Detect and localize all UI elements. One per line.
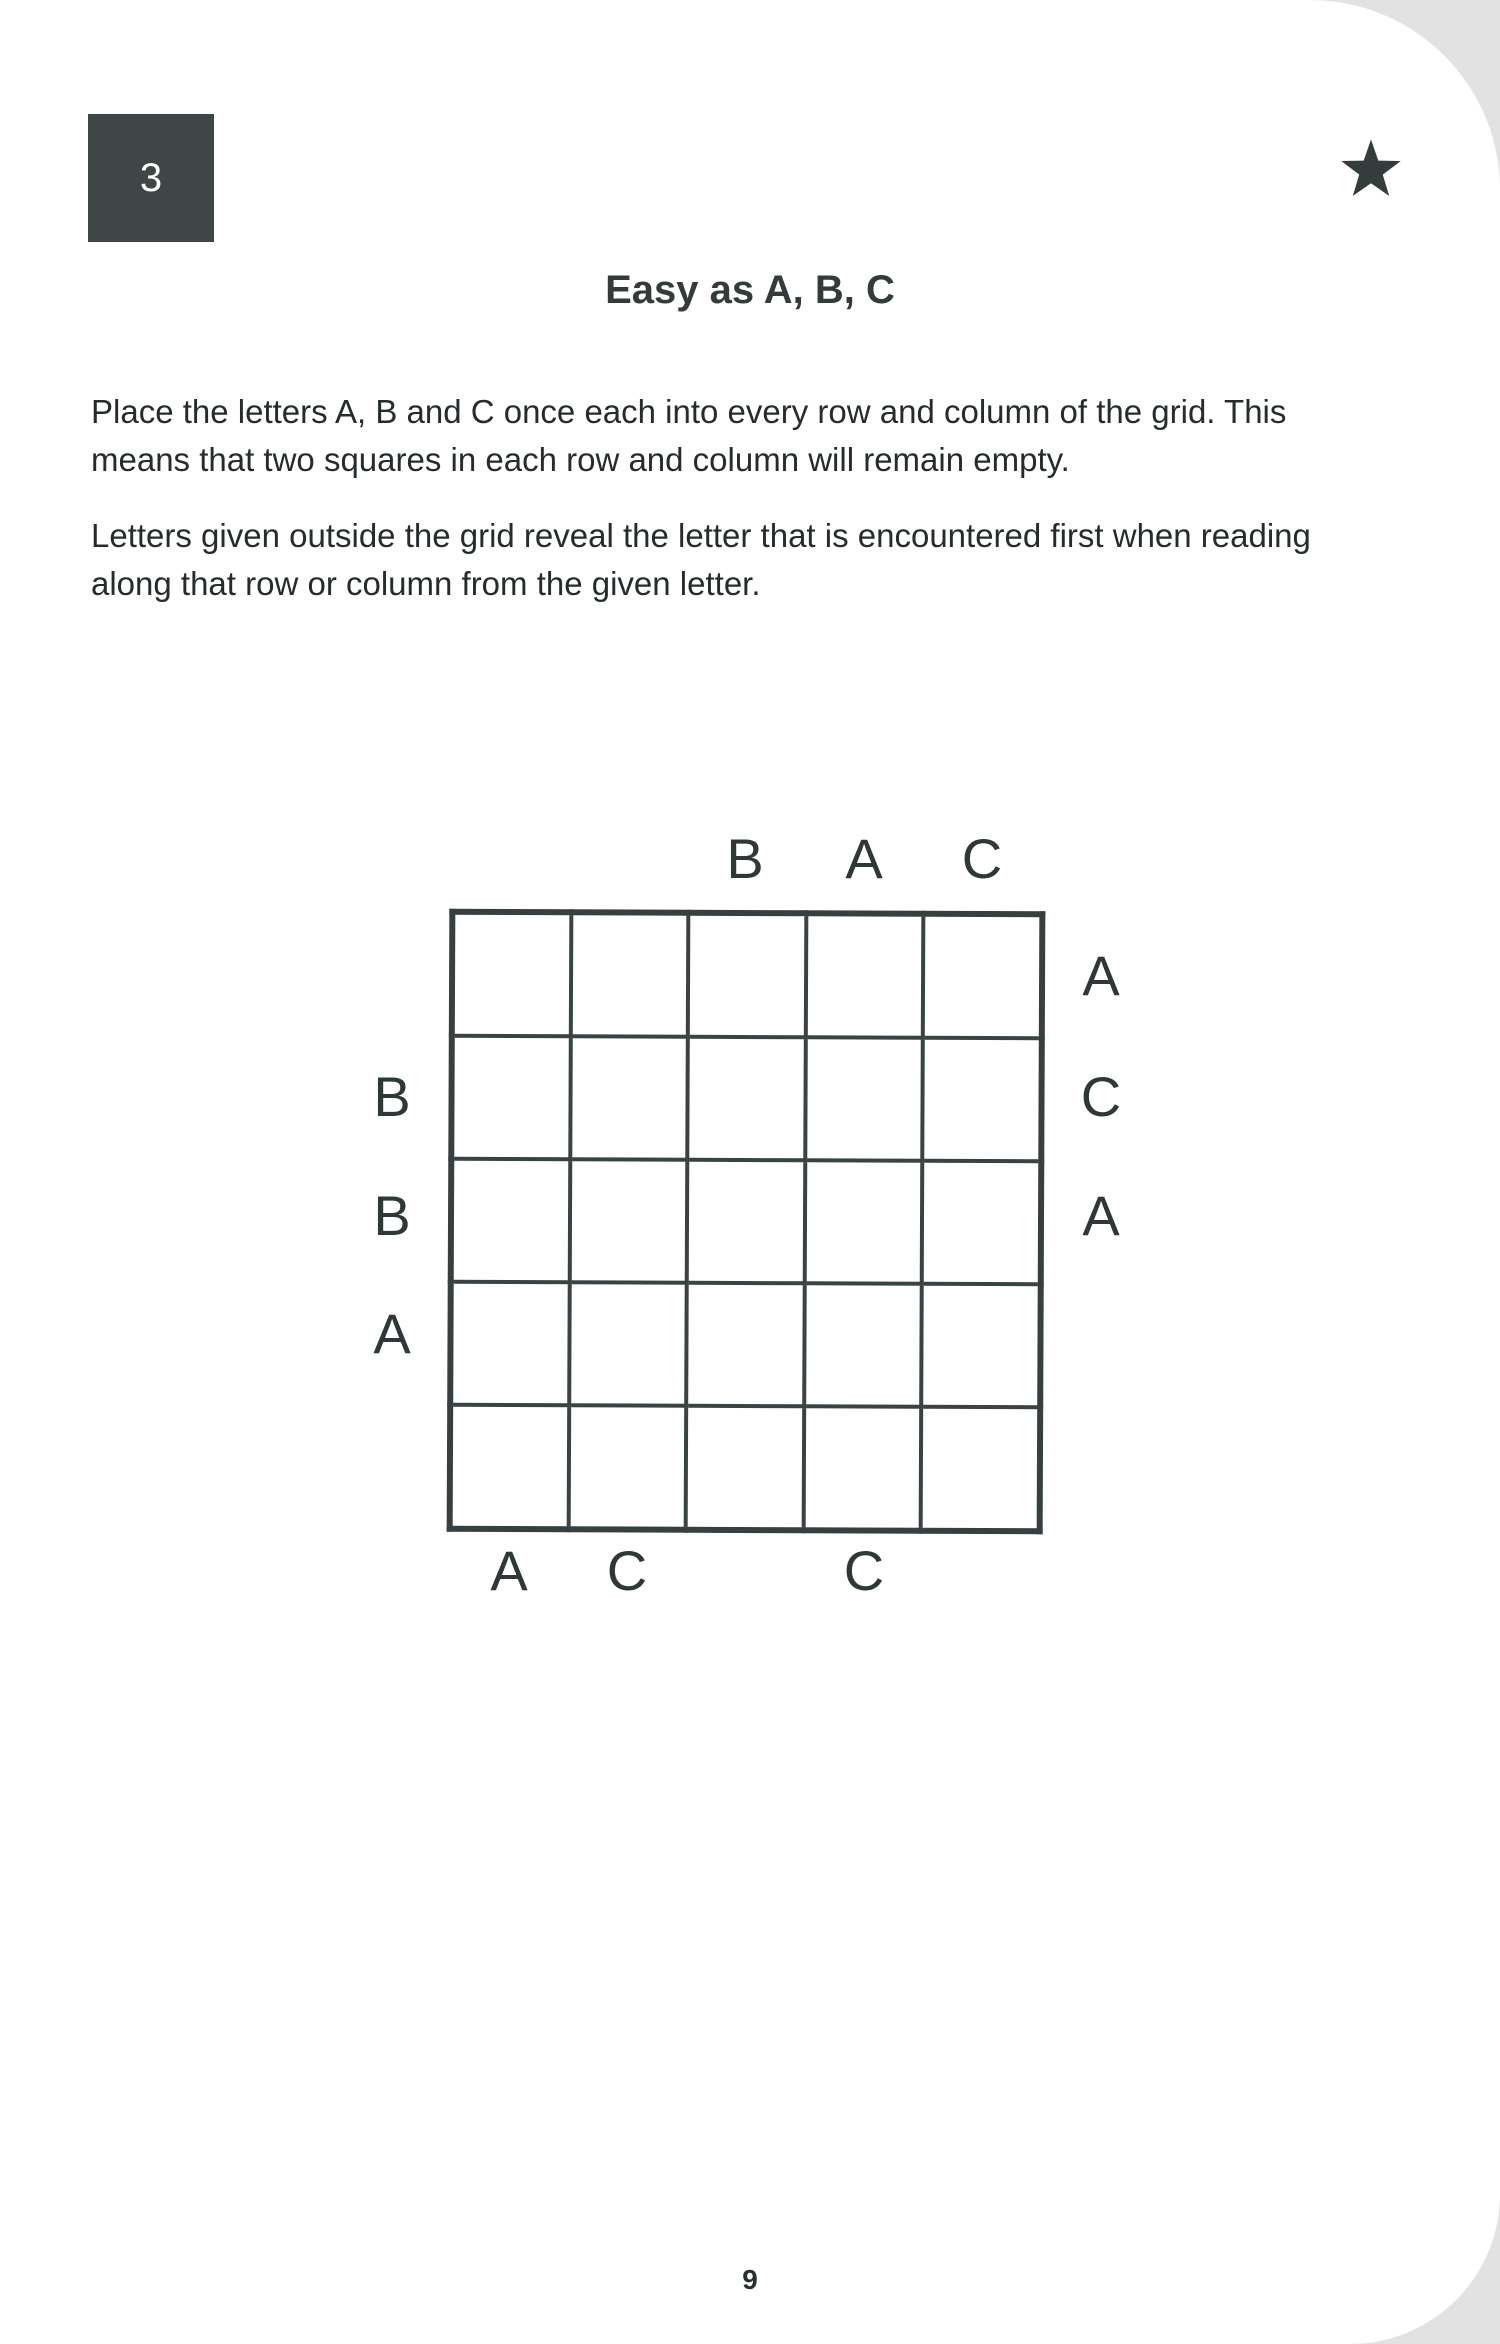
grid-row <box>452 912 1043 1039</box>
grid-cell[interactable] <box>922 1284 1041 1408</box>
grid-cell[interactable] <box>452 912 571 1037</box>
clue-right-3: A <box>1082 1183 1120 1247</box>
grid-cell[interactable] <box>450 1405 569 1530</box>
puzzle-number-badge <box>88 114 214 242</box>
grid-cell[interactable] <box>450 1282 569 1406</box>
clue-left-4: A <box>373 1301 411 1365</box>
grid-cell[interactable] <box>805 1160 923 1284</box>
instructions-paragraph-1: Place the letters A, B and C once each into every row and column of the grid. This means that two squares in each row and column will remain empty. <box>91 393 1287 478</box>
grid-row <box>450 1282 1041 1408</box>
grid-cell[interactable] <box>688 913 806 1038</box>
grid-cell[interactable] <box>922 1161 1041 1285</box>
grid-cell[interactable] <box>569 1282 687 1406</box>
page-number: 9 <box>742 2264 758 2295</box>
clue-left-3: B <box>373 1183 411 1247</box>
clue-bottom-4: C <box>843 1538 885 1602</box>
grid-row <box>450 1405 1041 1532</box>
clue-bottom-2: C <box>606 1538 648 1602</box>
grid-cell[interactable] <box>570 912 688 1037</box>
grid-cell[interactable] <box>923 914 1042 1039</box>
clue-right-1: A <box>1082 943 1120 1007</box>
grid-cell[interactable] <box>805 1037 923 1161</box>
grid-cell[interactable] <box>687 1160 805 1284</box>
clue-left-2: B <box>373 1064 411 1128</box>
clue-bottom-1: A <box>490 1538 528 1602</box>
grid-cell[interactable] <box>570 1036 688 1160</box>
instructions-paragraph-2: Letters given outside the grid reveal the letter that is encountered first when reading along that row or column from the given letter. <box>91 517 1311 602</box>
grid-cell[interactable] <box>568 1405 686 1530</box>
puzzle-title: Easy as A, B, C <box>605 268 895 312</box>
grid-cell[interactable] <box>451 1159 570 1283</box>
clue-top-3: B <box>726 826 764 890</box>
clue-right-2: C <box>1080 1064 1122 1128</box>
grid-cell[interactable] <box>686 1406 804 1531</box>
grid-cell[interactable] <box>803 1406 921 1531</box>
star-icon <box>1340 138 1402 198</box>
grid-cell[interactable] <box>804 1283 922 1407</box>
grid-cell[interactable] <box>569 1159 687 1283</box>
puzzle-number: 3 <box>139 155 163 200</box>
clue-top-4: A <box>845 826 883 890</box>
grid-row <box>451 1159 1042 1285</box>
grid-cell[interactable] <box>451 1036 570 1160</box>
grid-cell[interactable] <box>687 1037 805 1161</box>
grid-cell[interactable] <box>923 1038 1042 1162</box>
grid-cell[interactable] <box>686 1283 804 1407</box>
grid-cell[interactable] <box>806 913 924 1038</box>
grid-cell[interactable] <box>921 1407 1040 1532</box>
clue-top-5: C <box>961 826 1003 890</box>
puzzle-grid <box>447 909 1046 1535</box>
grid-row <box>451 1036 1042 1162</box>
